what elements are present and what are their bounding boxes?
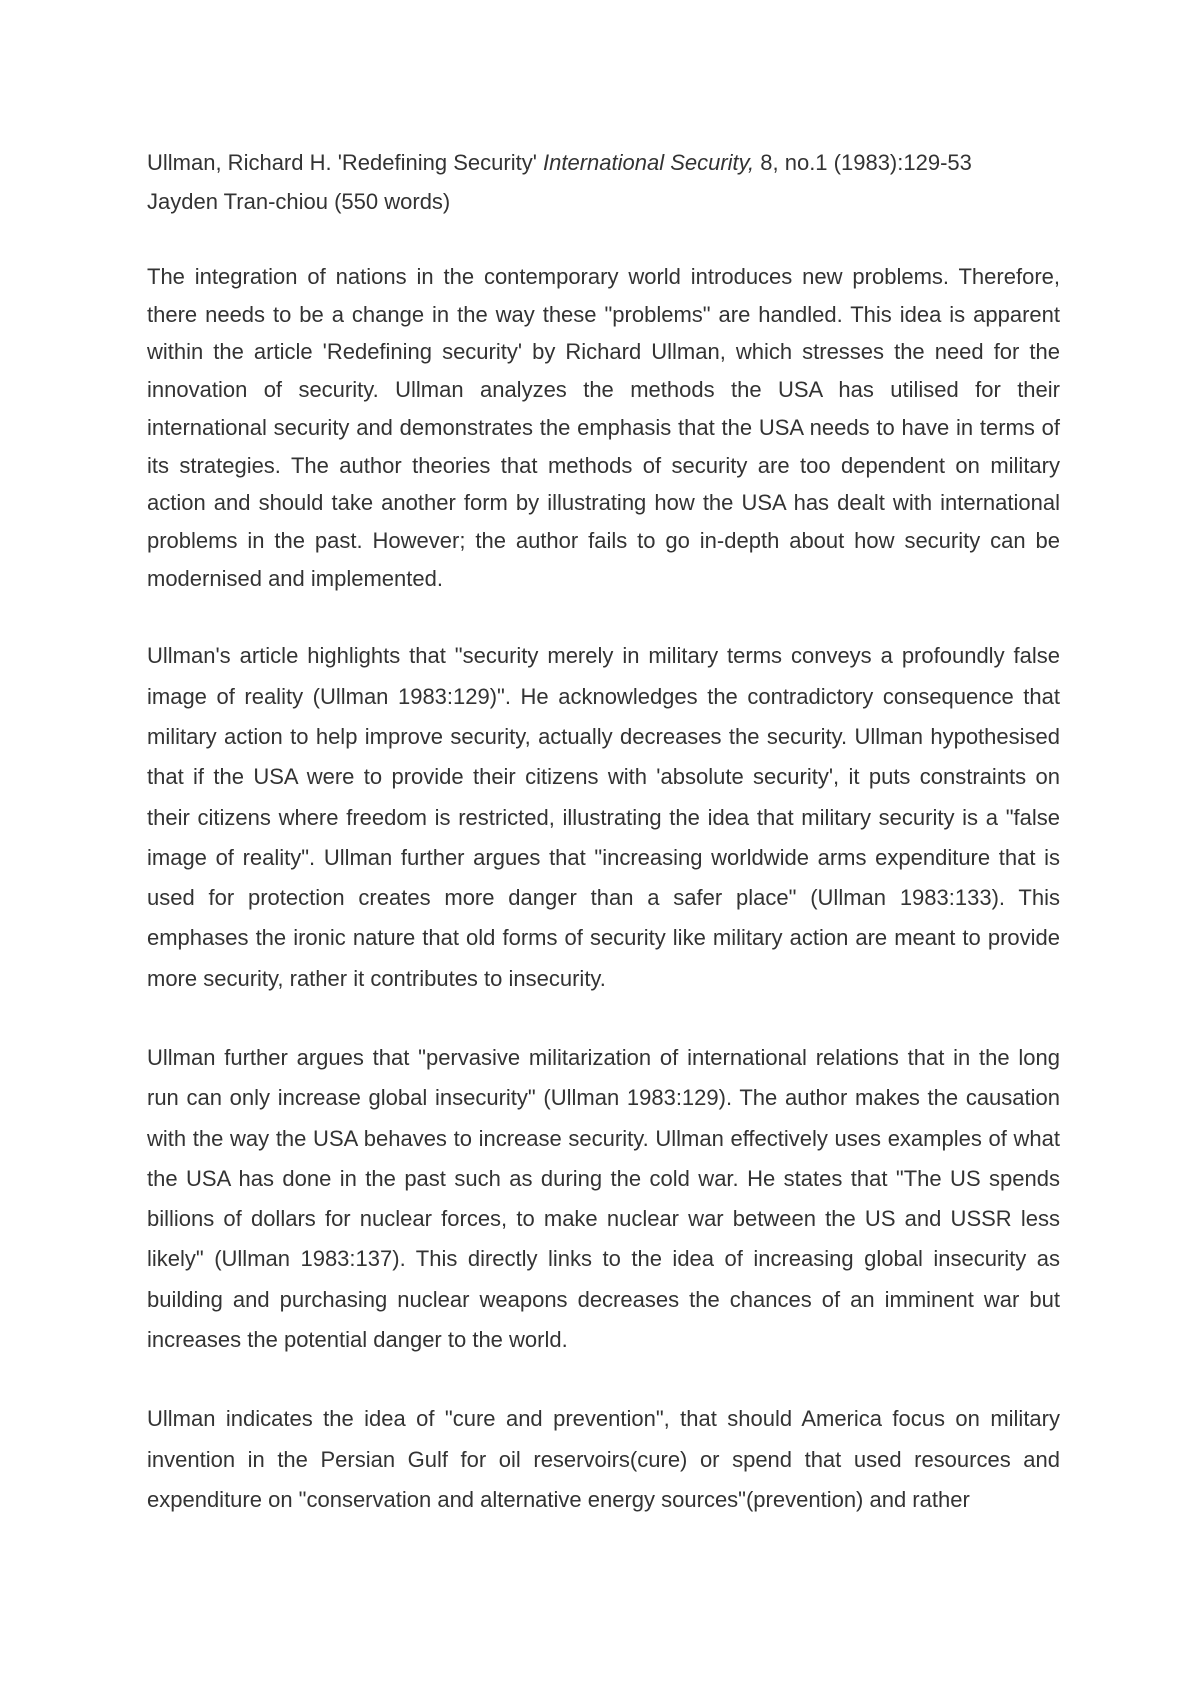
- document-body: [147, 143, 1060, 1520]
- paragraph-false-image: Ullman's article highlights that "security merely in military terms conveys a profoundly false image of reality (Ullman 1983:129)". He acknowledges the contradictory consequence that military action to help improve security, actually decreases the security. Ullman hypothesised that if the USA were to provide their citizens with 'absolute security', it puts constraints on their citizens where freedom is restricted, illustrating the idea that military security is a "false image of reality". Ullman further argues that "increasing worldwide arms expenditure that is used for protection creates more danger than a safer place" (Ullman 1983:133). This emphases the ironic nature that old forms of security like military action are meant to provide more security, rather it contributes to insecurity.: [147, 643, 1060, 991]
- paragraph-introduction: The integration of nations in the contemporary world introduces new problems. Therefore, there needs to be a change in the way these "problems" are handled. This idea is apparent within the article 'Redefining security' by Richard Ullman, which stresses the need for the innovation of security. Ullman analyzes the methods the USA has utilised for their international security and demonstrates the emphasis that the USA needs to have in terms of its strategies. The author theories that methods of security are too dependent on military action and should take another form by illustrating how the USA has dealt with international problems in the past. However; the author fails to go in-depth about how security can be modernised and implemented.: [147, 264, 1060, 591]
- paragraph-militarization: Ullman further argues that "pervasive militarization of international relations that in the long run can only increase global insecurity" (Ullman 1983:129). The author makes the causation with the way the USA behaves to increase security. Ullman effectively uses examples of what the USA has done in the past such as during the cold war. He states that "The US spends billions of dollars for nuclear forces, to make nuclear war between the US and USSR less likely" (Ullman 1983:137). This directly links to the idea of increasing global insecurity as building and purchasing nuclear weapons decreases the chances of an imminent war but increases the potential danger to the world.: [147, 1045, 1060, 1353]
- citation-journal: International Security,: [543, 150, 755, 175]
- paragraph-cure-prevention: Ullman indicates the idea of "cure and prevention", that should America focus on military invention in the Persian Gulf for oil reservoirs(cure) or spend that used resources and expenditure on "conservation and alternative energy sources"(prevention) and rather: [147, 1406, 1060, 1512]
- citation-details: 8, no.1 (1983):129-53: [754, 150, 972, 175]
- byline: Jayden Tran-chiou (550 words): [147, 189, 451, 214]
- citation-author-title: Ullman, Richard H. 'Redefining Security': [147, 150, 543, 175]
- citation: [147, 143, 1060, 182]
